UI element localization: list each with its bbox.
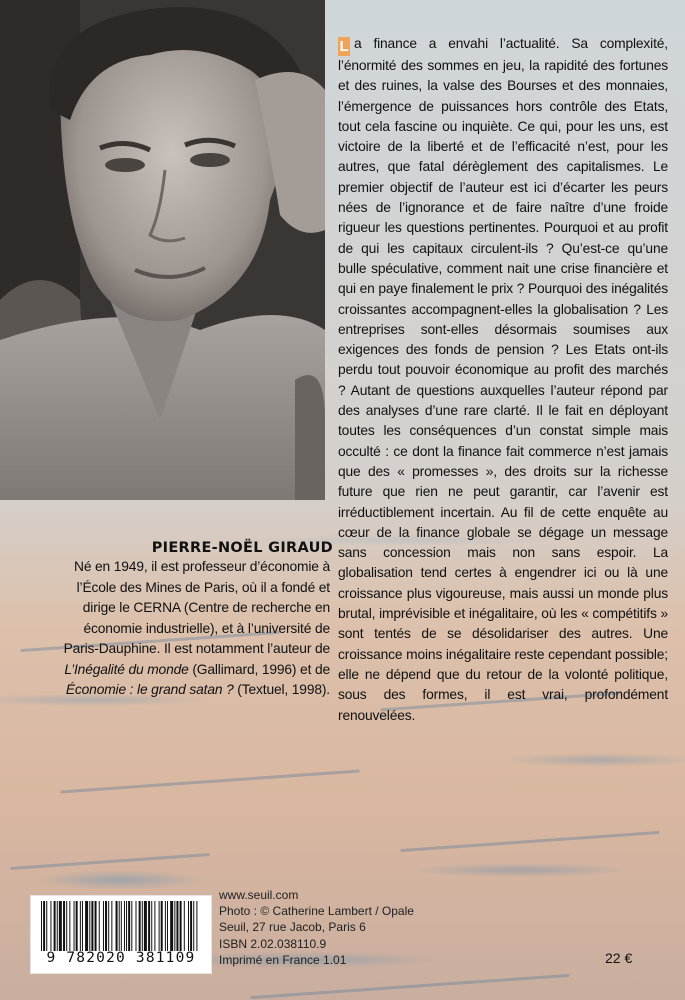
barcode-bar — [91, 901, 93, 951]
bio-part: Né en 1949, il est professeur d’économie à l’École des Mines de Paris, où il a fondé et dirige le CERNA (Centre de recherche en économie industrielle), et à l’université de Paris-Dauphine. Il est notamment l’auteur de — [63, 559, 330, 656]
barcode — [30, 895, 212, 974]
barcode-bar — [116, 901, 118, 951]
barcode-bar — [131, 901, 132, 951]
dropcap-box: L — [339, 38, 349, 55]
barcode-bar — [69, 901, 70, 951]
barcode-bar — [108, 901, 109, 951]
author-photo — [0, 0, 325, 500]
barcode-bar — [121, 901, 122, 951]
paint-streak — [10, 853, 210, 870]
barcode-bar — [184, 901, 185, 951]
barcode-bar — [154, 901, 155, 951]
barcode-bar — [190, 901, 192, 951]
barcode-bar — [103, 901, 104, 951]
publisher-info — [219, 887, 414, 968]
barcode-bar — [57, 901, 58, 951]
book-title: L’Inégalité du monde — [64, 661, 189, 677]
barcode-bar — [148, 901, 150, 951]
barcode-bar — [74, 901, 75, 951]
barcode-bar — [126, 901, 127, 951]
bio-part: (Gallimard, 1996) et de — [188, 661, 330, 677]
barcode-bar — [142, 901, 143, 951]
barcode-bar — [176, 901, 178, 951]
publisher-address: Seuil, 27 rue Jacob, Paris 6 — [219, 920, 366, 935]
author-bio — [45, 557, 330, 701]
paint-streak — [60, 770, 359, 794]
barcode-bar — [111, 901, 112, 951]
barcode-bar — [151, 901, 152, 951]
blurb-body: a finance a envahi l’actualité. Sa complexité, l’énormité des sommes en jeu, la rapidité des fortunes et des ruines, la valse des Bourses et des monnaies, l’émergence de puissances hors contrôle des Etats, tout cela fascine ou inquiète. Ce qui, pour les uns, est victoire de la liberté et de l’efficacité n’est, pour les autres, que fatal dérèglement des capitalismes. Le premier objectif de l’auteur est ici d’écarter les peurs nées de l’ignorance et de faire naître d’une froide rigueur les questions pertinentes. Pourquoi et au profit de qui les capitaux circulent-ils ? Qu’est-ce qu’une bulle spéculative, comment nait une crise financière et qui en paye finalement le prix ? Pourquoi des inégalités croissantes accompagnent-elles la globalisation ? Les entreprises sont-elles désormais soumises aux exigences des fonds de pension ? Les Etats ont-ils perdu tout pouvoir économique au profit des marchés ? Autant de questions auxquelles l’auteur répond par des analyses d’une rare clarté. Il le fait en déployant toutes les conséquences d’un constat simple mais occulté : ce dont la finance fait commerce n’est jamais que des « promesses », des droits sur la richesse future que rien ne peut garantir, car l’avenir est irréductiblement incertain. Au fil de cette enquête au cœur de la finance globale se dégage un message sans concession mais non sans espoir. La globalisation tend certes à engendrer ici ou là une croissance plus vigoureuse, mais aussi un monde plus brutal, imprévisible et inégalitaire, où les « compétitifs » sont tentés de se désolidariser des autres. Une croissance moins inégalitaire reste cependant possible; elle ne dépend que du retour de la volonté politique, sous des formes, il est vrai, profondément renouvelées. — [338, 36, 668, 723]
barcode-bar — [161, 901, 163, 951]
photo-credit: Photo : © Catherine Lambert / Opale — [219, 904, 414, 919]
book-title: Économie : le grand satan ? — [65, 682, 234, 697]
bio-part: (Textuel, 1998). — [233, 682, 330, 697]
barcode-bar — [124, 901, 125, 951]
website-link[interactable]: www.seuil.com — [219, 888, 299, 902]
barcode-bar — [54, 901, 56, 951]
barcode-bar — [82, 901, 83, 951]
barcode-bar — [119, 901, 120, 951]
printed-in: Imprimé en France 1.01 — [219, 952, 347, 967]
isbn: ISBN 2.02.038110.9 — [219, 936, 327, 951]
barcode-bar — [180, 901, 182, 951]
barcode-bar — [139, 901, 141, 951]
barcode-bar — [174, 901, 175, 951]
barcode-bar — [167, 901, 168, 951]
barcode-bar — [196, 901, 197, 951]
author-name: PIERRE-NOËL GIRAUD — [151, 540, 333, 556]
blurb-text — [338, 34, 668, 726]
barcode-bar — [89, 901, 90, 951]
barcode-bar — [105, 901, 107, 951]
barcode-bars — [39, 901, 199, 951]
barcode-bar — [144, 901, 147, 951]
barcode-bar — [136, 901, 137, 951]
barcode-bar — [188, 901, 189, 951]
barcode-number: 9 782020 381109 — [46, 950, 196, 966]
paint-streak — [400, 831, 660, 852]
barcode-bar — [59, 901, 62, 951]
barcode-bar — [99, 901, 100, 951]
barcode-bar — [63, 901, 65, 951]
barcode-bar — [50, 901, 51, 951]
barcode-bar — [128, 901, 130, 951]
barcode-bar — [85, 901, 88, 951]
paint-streak — [250, 974, 569, 999]
barcode-bar — [95, 901, 97, 951]
barcode-bar — [80, 901, 81, 951]
barcode-bar — [170, 901, 173, 951]
price: 22 € — [605, 950, 633, 966]
barcode-bar — [165, 901, 166, 951]
barcode-bar — [76, 901, 78, 951]
barcode-bar — [159, 901, 160, 951]
barcode-bar — [193, 901, 194, 951]
barcode-bar — [43, 901, 45, 951]
barcode-bar — [41, 901, 42, 951]
author-portrait-image — [0, 0, 325, 500]
barcode-bar — [66, 901, 67, 951]
barcode-bar — [46, 901, 47, 951]
